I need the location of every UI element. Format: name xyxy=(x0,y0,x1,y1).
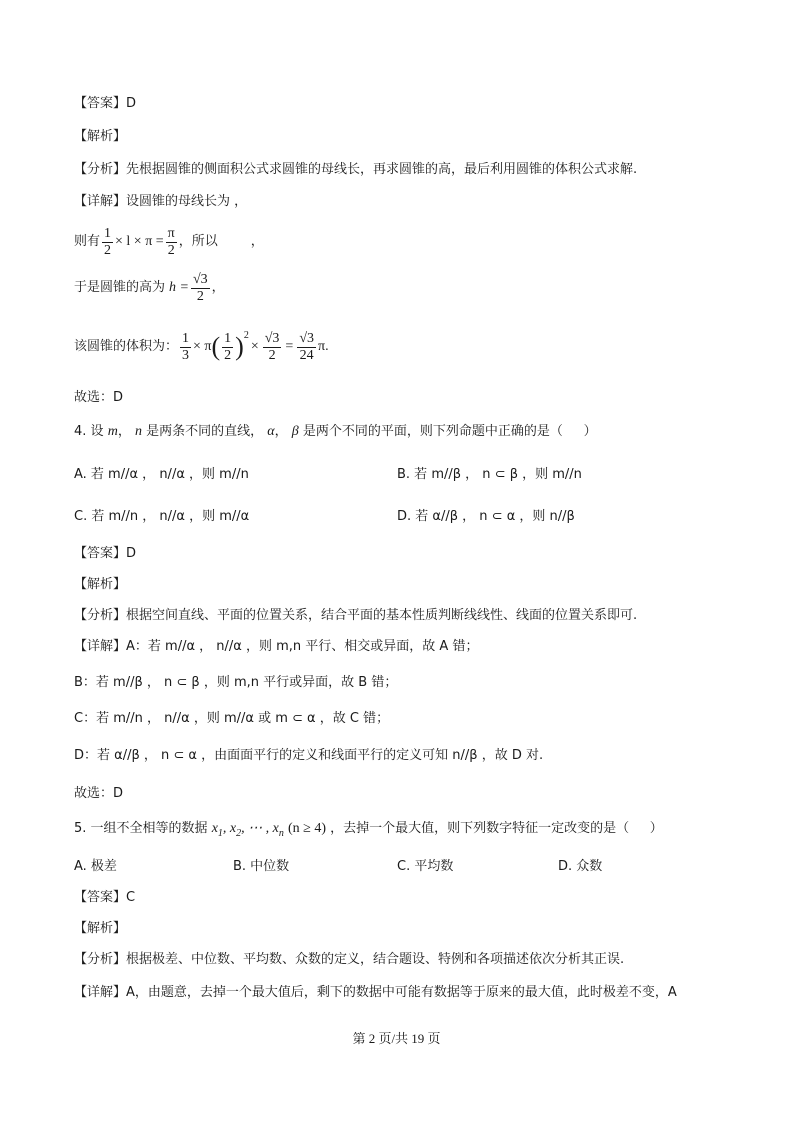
q4-stem-suffix: 是两个不同的平面，则下列命题中正确的是（ ） xyxy=(302,424,597,439)
q5-analysis-label: 【解析】 xyxy=(74,921,127,936)
fraction xyxy=(102,226,113,259)
q5-option-d: D. 众数 xyxy=(558,859,603,874)
denominator: 2 xyxy=(167,242,175,258)
numerator: 1 xyxy=(224,330,232,346)
q5-data-seq: $x_1$, $x_2$, ⋯ , $x_n$ xyxy=(211,821,284,839)
separator: ， xyxy=(117,424,131,439)
q3-line3-times2: × xyxy=(250,339,259,354)
fraction xyxy=(297,331,316,364)
page-footer: 第 2 页/共 19 页 xyxy=(352,1031,441,1046)
q5-condition: (n ≥ 4) xyxy=(287,821,326,836)
q3-line3-times1: × π xyxy=(193,339,212,354)
left-paren: ( xyxy=(211,332,221,361)
q3-formula-line3 xyxy=(74,325,329,369)
numerator: √3 xyxy=(264,330,280,346)
q4-detail-a: 【详解】A：若 m//α ， n//α ，则 m,n 平行、相交或异面，故 A 错； xyxy=(74,639,479,654)
q3-choice: 故选：D xyxy=(74,390,124,405)
q3-xiangjie: 【详解】设圆锥的母线长为 ， xyxy=(74,194,248,209)
numerator: π xyxy=(167,225,175,241)
q3-line2-h: h = xyxy=(169,280,189,295)
q4-fenxi: 【分析】根据空间直线、平面的位置关系，结合平面的基本性质判断线线性、线面的位置关系即可. xyxy=(74,608,638,623)
q3-line3-eq: = xyxy=(285,339,294,354)
fraction xyxy=(166,226,177,259)
denominator: 2 xyxy=(268,347,276,363)
q3-line2-suffix: ， xyxy=(211,280,225,295)
denominator: 2 xyxy=(196,288,204,304)
q3-answer: 【答案】D xyxy=(74,96,137,111)
q4-stem xyxy=(74,423,597,441)
denominator: 2 xyxy=(224,347,232,363)
q3-fenxi: 【分析】先根据圆锥的侧面积公式求圆锥的母线长，再求圆锥的高，最后利用圆锥的体积公式求解. xyxy=(74,162,638,177)
q3-formula-line1 xyxy=(74,222,264,262)
q4-option-b: B. 若 m//β ， n ⊂ β ，则 m//n xyxy=(397,467,582,482)
q4-detail-b: B：若 m//β ， n ⊂ β ，则 m,n 平行或异面，故 B 错； xyxy=(74,675,398,690)
var-m: m xyxy=(107,424,118,439)
var-n: n xyxy=(134,424,142,439)
q5-option-c: C. 平均数 xyxy=(397,859,454,874)
numerator: √3 xyxy=(299,330,315,346)
fraction xyxy=(222,331,233,364)
q5-fenxi: 【分析】根据极差、中位数、平均数、众数的定义，结合题设、特例和各项描述依次分析其正误. xyxy=(74,952,625,967)
q4-option-c: C. 若 m//n ， n//α ，则 m//α xyxy=(74,509,250,524)
q5-stem xyxy=(74,820,663,843)
q3-line3-prefix: 该圆锥的体积为： xyxy=(74,339,179,354)
fraction xyxy=(180,331,191,364)
q4-analysis-label: 【解析】 xyxy=(74,577,127,592)
var-beta: β xyxy=(291,424,299,439)
var-alpha: α xyxy=(267,424,275,439)
q4-option-a: A. 若 m//α ， n//α ，则 m//n xyxy=(74,467,249,482)
q4-detail-d: D：若 α//β ， n ⊂ α ，由面面平行的定义和线面平行的定义可知 n//β ，故 D 对. xyxy=(74,748,544,763)
numerator: 1 xyxy=(104,225,112,241)
denominator: 2 xyxy=(104,242,112,258)
q4-stem-mid: 是两条不同的直线， xyxy=(146,424,264,439)
q5-answer: 【答案】C xyxy=(74,890,136,905)
q5-xiangjie: 【详解】A，由题意，去掉一个最大值后，剩下的数据中可能有数据等于原来的最大值，此时极差不变，A xyxy=(74,985,677,1000)
numerator: √3 xyxy=(192,271,208,287)
denominator: 24 xyxy=(299,347,314,363)
q5-stem-prefix: 5. 一组不全相等的数据 xyxy=(74,821,208,836)
q4-answer: 【答案】D xyxy=(74,546,137,561)
q3-line3-suffix: π. xyxy=(318,339,329,354)
q4-option-d: D. 若 α//β ， n ⊂ α ，则 n//β xyxy=(397,509,575,524)
numerator: 1 xyxy=(182,330,190,346)
fraction xyxy=(263,331,282,364)
q5-option-b: B. 中位数 xyxy=(233,859,290,874)
q3-line1-suffix: ，所以 ， xyxy=(178,234,264,249)
q3-line1-mid: × l × π = xyxy=(115,234,164,249)
exponent: 2 xyxy=(243,330,249,341)
q3-line1-prefix: 则有 xyxy=(74,234,101,249)
q4-choice: 故选：D xyxy=(74,786,124,801)
right-paren: ) xyxy=(235,332,244,361)
q4-stem-prefix: 4. 设 xyxy=(74,424,104,439)
denominator: 3 xyxy=(182,347,190,363)
q3-formula-line2 xyxy=(74,268,225,308)
q4-detail-c: C：若 m//n ， n//α ，则 m//α 或 m ⊂ α ，故 C 错； xyxy=(74,711,390,726)
var-x: x xyxy=(211,821,218,836)
separator: ， xyxy=(274,424,288,439)
q5-option-a: A. 极差 xyxy=(74,859,117,874)
q3-analysis-label: 【解析】 xyxy=(74,129,127,144)
fraction xyxy=(191,272,210,305)
q3-line2-prefix: 于是圆锥的高为 xyxy=(74,280,166,295)
q5-stem-suffix: ，去掉一个最大值，则下列数字特征一定改变的是（ ） xyxy=(330,821,663,836)
